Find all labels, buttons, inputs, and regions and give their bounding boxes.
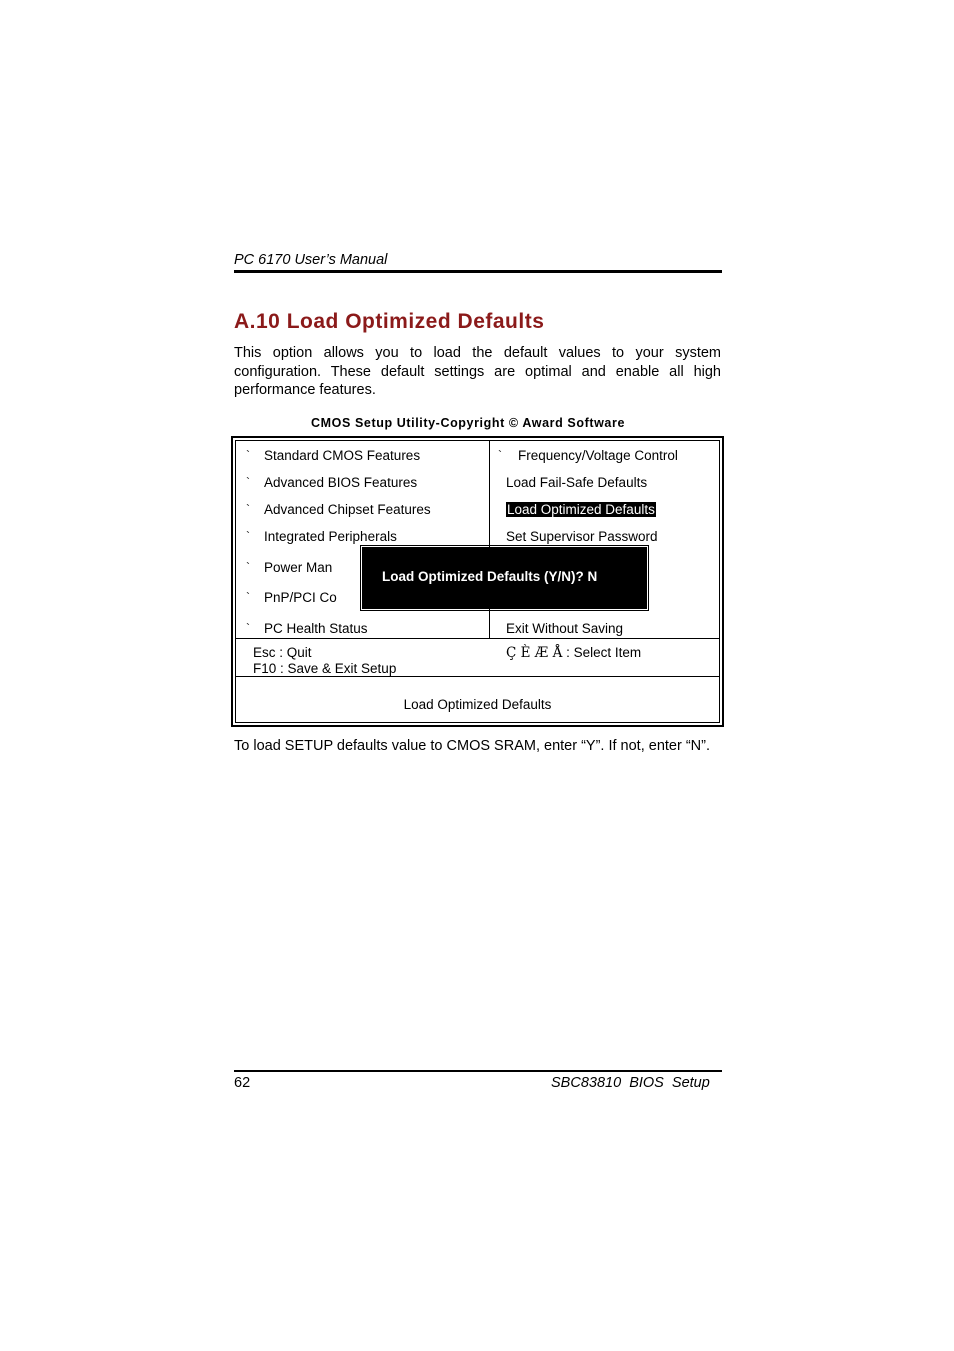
menu-item-frequency-voltage[interactable]: Frequency/Voltage Control	[518, 448, 678, 463]
select-item-label: : Select Item	[566, 645, 642, 660]
menu-item-load-optimized-selected[interactable]: Load Optimized Defaults	[507, 502, 655, 517]
page-header-title: PC 6170 User’s Manual	[234, 252, 388, 268]
menu-item-load-fail-safe[interactable]: Load Fail-Safe Defaults	[506, 475, 648, 490]
footer-rule	[234, 1070, 722, 1072]
key-f10-save-exit: F10 : Save & Exit Setup	[253, 661, 397, 676]
header-rule	[234, 270, 722, 273]
keys-bottom-divider	[236, 676, 719, 677]
menu-bottom-divider	[236, 638, 719, 639]
section-title: A.10 Load Optimized Defaults	[234, 310, 545, 333]
menu-mark: `	[498, 448, 502, 462]
menu-mark: `	[246, 590, 250, 604]
menu-item-pnp-pci[interactable]: PnP/PCI Co	[264, 590, 337, 605]
menu-item-advanced-chipset[interactable]: Advanced Chipset Features	[264, 502, 431, 517]
menu-mark: `	[246, 502, 250, 516]
menu-mark: `	[246, 475, 250, 489]
confirm-dialog-text: Load Optimized Defaults (Y/N)? N	[382, 569, 598, 584]
menu-mark: `	[246, 529, 250, 543]
menu-mark: `	[246, 448, 250, 462]
menu-item-exit-without-saving[interactable]: Exit Without Saving	[506, 621, 624, 636]
page-number: 62	[234, 1075, 251, 1091]
menu-mark: `	[246, 621, 250, 635]
arrow-keys-icon: Ç È Æ Å	[506, 645, 563, 661]
key-esc-quit: Esc : Quit	[253, 645, 312, 660]
intro-paragraph: This option allows you to load the default values to your system configuration. These default settings are optimal and enable all high performance features.	[234, 345, 721, 399]
menu-item-integrated-peripherals[interactable]: Integrated Peripherals	[264, 529, 397, 544]
bios-caption: CMOS Setup Utility-Copyright © Award Software	[310, 416, 625, 430]
status-line: Load Optimized Defaults	[403, 697, 552, 712]
menu-item-power-management[interactable]: Power Man	[264, 560, 333, 575]
outro-paragraph: To load SETUP defaults value to CMOS SRAM, enter “Y”. If not, enter “N”.	[234, 738, 711, 754]
menu-item-pc-health[interactable]: PC Health Status	[264, 621, 368, 636]
menu-item-advanced-bios[interactable]: Advanced BIOS Features	[264, 475, 418, 490]
bios-inner-frame	[235, 440, 720, 723]
menu-item-set-supervisor-password[interactable]: Set Supervisor Password	[506, 529, 658, 544]
footer-title: SBC83810 BIOS Setup	[551, 1075, 710, 1091]
menu-item-standard-cmos[interactable]: Standard CMOS Features	[264, 448, 421, 463]
key-arrows-select	[506, 645, 641, 661]
confirm-dialog[interactable]	[362, 547, 647, 609]
bios-screen	[231, 436, 724, 727]
menu-mark: `	[246, 560, 250, 574]
